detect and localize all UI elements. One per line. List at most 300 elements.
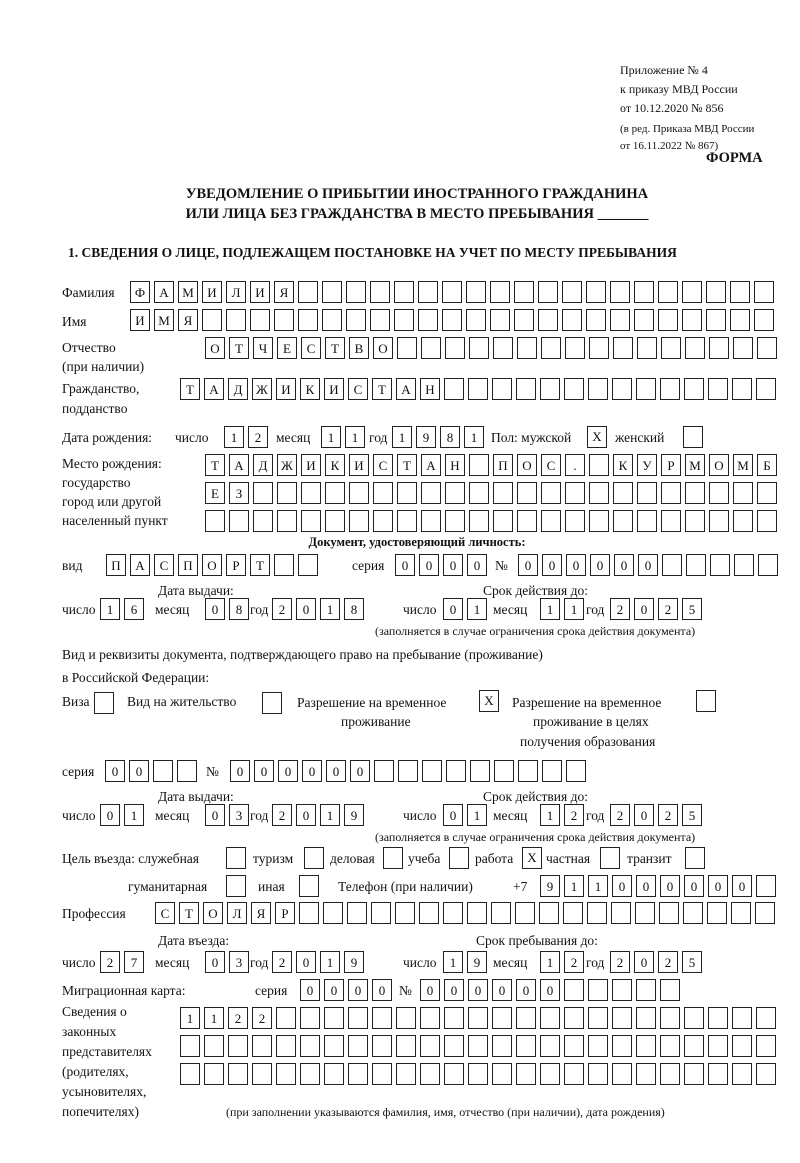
stay-valid-date-day-field[interactable] <box>443 804 487 826</box>
char-cell[interactable] <box>349 510 369 532</box>
char-cell[interactable] <box>494 760 514 782</box>
char-cell[interactable]: 0 <box>540 979 560 1001</box>
char-cell[interactable]: Л <box>227 902 247 924</box>
char-cell[interactable] <box>421 337 441 359</box>
valid-date-day-field[interactable] <box>443 598 487 620</box>
char-cell[interactable]: Ф <box>130 281 150 303</box>
char-cell[interactable]: А <box>204 378 224 400</box>
char-cell[interactable] <box>492 1035 512 1057</box>
char-cell[interactable]: 0 <box>205 804 225 826</box>
entry-date-day-field[interactable] <box>100 951 144 973</box>
char-cell[interactable]: 1 <box>540 951 560 973</box>
issue-date-year-field[interactable] <box>272 598 364 620</box>
char-cell[interactable]: 0 <box>205 951 225 973</box>
char-cell[interactable] <box>541 337 561 359</box>
char-cell[interactable] <box>444 1035 464 1057</box>
char-cell[interactable]: 0 <box>350 760 370 782</box>
char-cell[interactable]: И <box>301 454 321 476</box>
char-cell[interactable] <box>370 309 390 331</box>
char-cell[interactable]: 0 <box>542 554 562 576</box>
char-cell[interactable]: Т <box>397 454 417 476</box>
char-cell[interactable]: 0 <box>634 598 654 620</box>
char-cell[interactable]: 5 <box>682 951 702 973</box>
char-cell[interactable] <box>277 482 297 504</box>
char-cell[interactable]: 0 <box>129 760 149 782</box>
char-cell[interactable]: 9 <box>540 875 560 897</box>
char-cell[interactable]: 0 <box>443 554 463 576</box>
char-cell[interactable] <box>516 378 536 400</box>
char-cell[interactable]: О <box>205 337 225 359</box>
char-cell[interactable]: 2 <box>272 951 292 973</box>
char-cell[interactable]: 0 <box>395 554 415 576</box>
migration-series-field[interactable] <box>300 979 392 1001</box>
char-cell[interactable]: 0 <box>566 554 586 576</box>
char-cell[interactable] <box>348 1007 368 1029</box>
char-cell[interactable] <box>682 309 702 331</box>
char-cell[interactable] <box>153 760 173 782</box>
char-cell[interactable]: П <box>493 454 513 476</box>
char-cell[interactable]: 2 <box>658 598 678 620</box>
birth-day-field[interactable] <box>224 426 268 448</box>
stay-issue-date-year-field[interactable] <box>272 804 364 826</box>
char-cell[interactable] <box>396 1063 416 1085</box>
char-cell[interactable]: 0 <box>614 554 634 576</box>
char-cell[interactable] <box>540 1035 560 1057</box>
char-cell[interactable]: 0 <box>467 554 487 576</box>
char-cell[interactable] <box>566 760 586 782</box>
char-cell[interactable]: 1 <box>345 426 365 448</box>
char-cell[interactable]: С <box>541 454 561 476</box>
char-cell[interactable] <box>636 1063 656 1085</box>
char-cell[interactable]: В <box>349 337 369 359</box>
char-cell[interactable]: 0 <box>296 804 316 826</box>
char-cell[interactable] <box>490 281 510 303</box>
char-cell[interactable]: 1 <box>320 804 340 826</box>
char-cell[interactable]: Т <box>205 454 225 476</box>
char-cell[interactable] <box>274 309 294 331</box>
citizenship-field[interactable] <box>180 378 776 400</box>
char-cell[interactable] <box>662 554 682 576</box>
char-cell[interactable] <box>515 902 535 924</box>
char-cell[interactable]: 1 <box>321 426 341 448</box>
char-cell[interactable] <box>588 378 608 400</box>
char-cell[interactable]: Р <box>226 554 246 576</box>
char-cell[interactable] <box>588 979 608 1001</box>
char-cell[interactable] <box>564 1007 584 1029</box>
char-cell[interactable]: 1 <box>540 804 560 826</box>
char-cell[interactable]: 0 <box>732 875 752 897</box>
char-cell[interactable] <box>754 309 774 331</box>
char-cell[interactable] <box>682 281 702 303</box>
char-cell[interactable]: 0 <box>419 554 439 576</box>
char-cell[interactable] <box>755 902 775 924</box>
char-cell[interactable] <box>490 309 510 331</box>
char-cell[interactable]: Е <box>205 482 225 504</box>
char-cell[interactable]: Т <box>179 902 199 924</box>
doc-type-field[interactable] <box>106 554 318 576</box>
char-cell[interactable] <box>348 1035 368 1057</box>
char-cell[interactable] <box>301 510 321 532</box>
char-cell[interactable] <box>467 902 487 924</box>
char-cell[interactable]: М <box>154 309 174 331</box>
char-cell[interactable] <box>421 482 441 504</box>
char-cell[interactable] <box>446 760 466 782</box>
patronymic-field[interactable] <box>205 337 777 359</box>
char-cell[interactable] <box>564 1035 584 1057</box>
char-cell[interactable] <box>564 1063 584 1085</box>
profession-field[interactable] <box>155 902 775 924</box>
char-cell[interactable] <box>493 337 513 359</box>
char-cell[interactable]: 0 <box>443 804 463 826</box>
char-cell[interactable] <box>300 1035 320 1057</box>
char-cell[interactable] <box>371 902 391 924</box>
char-cell[interactable] <box>468 1035 488 1057</box>
char-cell[interactable] <box>228 1063 248 1085</box>
char-cell[interactable]: 2 <box>658 804 678 826</box>
char-cell[interactable] <box>324 1063 344 1085</box>
char-cell[interactable] <box>396 1007 416 1029</box>
char-cell[interactable]: Ч <box>253 337 273 359</box>
char-cell[interactable] <box>636 1035 656 1057</box>
char-cell[interactable] <box>540 378 560 400</box>
char-cell[interactable] <box>274 554 294 576</box>
representatives-field[interactable] <box>180 1035 776 1057</box>
char-cell[interactable] <box>346 281 366 303</box>
char-cell[interactable] <box>373 482 393 504</box>
char-cell[interactable]: К <box>325 454 345 476</box>
char-cell[interactable] <box>226 309 246 331</box>
char-cell[interactable] <box>540 1007 560 1029</box>
char-cell[interactable]: К <box>613 454 633 476</box>
char-cell[interactable] <box>733 510 753 532</box>
birth-place-field[interactable] <box>205 454 777 476</box>
char-cell[interactable] <box>346 309 366 331</box>
char-cell[interactable] <box>730 281 750 303</box>
char-cell[interactable]: О <box>517 454 537 476</box>
char-cell[interactable] <box>444 1063 464 1085</box>
purpose-humanitarian-checkbox[interactable] <box>226 875 246 897</box>
char-cell[interactable] <box>469 454 489 476</box>
char-cell[interactable] <box>204 1063 224 1085</box>
char-cell[interactable] <box>421 510 441 532</box>
char-cell[interactable]: 0 <box>684 875 704 897</box>
char-cell[interactable] <box>538 309 558 331</box>
char-cell[interactable] <box>757 337 777 359</box>
char-cell[interactable] <box>684 378 704 400</box>
char-cell[interactable] <box>420 1035 440 1057</box>
char-cell[interactable] <box>228 1035 248 1057</box>
char-cell[interactable] <box>514 281 534 303</box>
char-cell[interactable]: 0 <box>634 951 654 973</box>
char-cell[interactable] <box>276 1007 296 1029</box>
char-cell[interactable] <box>372 1035 392 1057</box>
char-cell[interactable] <box>276 1063 296 1085</box>
char-cell[interactable] <box>468 1063 488 1085</box>
char-cell[interactable]: 0 <box>324 979 344 1001</box>
char-cell[interactable] <box>756 1007 776 1029</box>
name-field[interactable] <box>130 309 774 331</box>
char-cell[interactable]: 2 <box>610 804 630 826</box>
char-cell[interactable] <box>634 281 654 303</box>
birth-year-field[interactable] <box>392 426 484 448</box>
char-cell[interactable]: И <box>349 454 369 476</box>
char-cell[interactable]: Я <box>251 902 271 924</box>
char-cell[interactable] <box>468 378 488 400</box>
char-cell[interactable] <box>276 1035 296 1057</box>
valid-date-year-field[interactable] <box>610 598 702 620</box>
char-cell[interactable] <box>324 1007 344 1029</box>
char-cell[interactable]: Ж <box>252 378 272 400</box>
char-cell[interactable] <box>564 378 584 400</box>
char-cell[interactable]: 0 <box>638 554 658 576</box>
char-cell[interactable] <box>542 760 562 782</box>
char-cell[interactable] <box>253 510 273 532</box>
char-cell[interactable] <box>325 510 345 532</box>
char-cell[interactable] <box>298 309 318 331</box>
char-cell[interactable]: 9 <box>344 951 364 973</box>
char-cell[interactable] <box>658 281 678 303</box>
char-cell[interactable]: А <box>396 378 416 400</box>
char-cell[interactable]: 1 <box>320 951 340 973</box>
char-cell[interactable] <box>396 1035 416 1057</box>
char-cell[interactable] <box>418 309 438 331</box>
char-cell[interactable]: О <box>373 337 393 359</box>
char-cell[interactable]: 0 <box>205 598 225 620</box>
char-cell[interactable]: 0 <box>634 804 654 826</box>
char-cell[interactable]: З <box>229 482 249 504</box>
char-cell[interactable] <box>517 482 537 504</box>
char-cell[interactable] <box>588 1063 608 1085</box>
issue-date-day-field[interactable] <box>100 598 144 620</box>
purpose-study-checkbox[interactable] <box>449 847 469 869</box>
char-cell[interactable] <box>444 378 464 400</box>
char-cell[interactable] <box>684 1035 704 1057</box>
char-cell[interactable] <box>589 510 609 532</box>
char-cell[interactable] <box>706 309 726 331</box>
char-cell[interactable] <box>756 1063 776 1085</box>
char-cell[interactable] <box>349 482 369 504</box>
char-cell[interactable] <box>637 337 657 359</box>
char-cell[interactable] <box>466 281 486 303</box>
char-cell[interactable] <box>586 281 606 303</box>
char-cell[interactable] <box>685 482 705 504</box>
char-cell[interactable]: 0 <box>348 979 368 1001</box>
char-cell[interactable] <box>708 1007 728 1029</box>
char-cell[interactable] <box>636 979 656 1001</box>
char-cell[interactable] <box>517 337 537 359</box>
stay-valid-date-year-field[interactable] <box>610 804 702 826</box>
char-cell[interactable] <box>588 1035 608 1057</box>
char-cell[interactable] <box>637 510 657 532</box>
char-cell[interactable] <box>229 510 249 532</box>
char-cell[interactable] <box>205 510 225 532</box>
char-cell[interactable] <box>732 1007 752 1029</box>
purpose-transit-checkbox[interactable] <box>685 847 705 869</box>
birth-place-field[interactable] <box>205 510 777 532</box>
char-cell[interactable]: 0 <box>444 979 464 1001</box>
char-cell[interactable] <box>298 554 318 576</box>
char-cell[interactable] <box>706 281 726 303</box>
char-cell[interactable] <box>636 378 656 400</box>
char-cell[interactable] <box>732 1035 752 1057</box>
purpose-service-checkbox[interactable] <box>226 847 246 869</box>
char-cell[interactable] <box>372 1063 392 1085</box>
char-cell[interactable] <box>492 1007 512 1029</box>
char-cell[interactable]: 1 <box>540 598 560 620</box>
char-cell[interactable]: 2 <box>564 951 584 973</box>
char-cell[interactable] <box>610 281 630 303</box>
char-cell[interactable] <box>754 281 774 303</box>
char-cell[interactable] <box>469 337 489 359</box>
char-cell[interactable]: М <box>178 281 198 303</box>
char-cell[interactable] <box>177 760 197 782</box>
char-cell[interactable] <box>734 554 754 576</box>
char-cell[interactable]: Р <box>661 454 681 476</box>
stay-until-date-day-field[interactable] <box>443 951 487 973</box>
char-cell[interactable] <box>733 337 753 359</box>
purpose-other-checkbox[interactable] <box>299 875 319 897</box>
char-cell[interactable] <box>322 309 342 331</box>
char-cell[interactable]: 0 <box>636 875 656 897</box>
char-cell[interactable] <box>756 1035 776 1057</box>
char-cell[interactable] <box>347 902 367 924</box>
char-cell[interactable] <box>202 309 222 331</box>
char-cell[interactable]: 2 <box>228 1007 248 1029</box>
char-cell[interactable]: 2 <box>610 951 630 973</box>
char-cell[interactable] <box>683 902 703 924</box>
char-cell[interactable]: 0 <box>660 875 680 897</box>
char-cell[interactable] <box>758 554 778 576</box>
char-cell[interactable]: 2 <box>658 951 678 973</box>
char-cell[interactable] <box>589 454 609 476</box>
char-cell[interactable] <box>731 902 751 924</box>
char-cell[interactable]: Р <box>275 902 295 924</box>
char-cell[interactable] <box>613 482 633 504</box>
char-cell[interactable] <box>397 482 417 504</box>
char-cell[interactable] <box>610 309 630 331</box>
char-cell[interactable] <box>445 510 465 532</box>
char-cell[interactable] <box>589 482 609 504</box>
char-cell[interactable]: Е <box>277 337 297 359</box>
char-cell[interactable] <box>660 1007 680 1029</box>
char-cell[interactable]: А <box>154 281 174 303</box>
char-cell[interactable] <box>708 1063 728 1085</box>
char-cell[interactable] <box>277 510 297 532</box>
char-cell[interactable]: И <box>202 281 222 303</box>
char-cell[interactable]: 9 <box>344 804 364 826</box>
char-cell[interactable]: П <box>106 554 126 576</box>
char-cell[interactable]: И <box>276 378 296 400</box>
purpose-business-checkbox[interactable] <box>383 847 403 869</box>
char-cell[interactable]: С <box>348 378 368 400</box>
char-cell[interactable] <box>661 482 681 504</box>
char-cell[interactable] <box>443 902 463 924</box>
char-cell[interactable] <box>541 482 561 504</box>
char-cell[interactable] <box>397 510 417 532</box>
char-cell[interactable] <box>419 902 439 924</box>
char-cell[interactable]: 0 <box>278 760 298 782</box>
char-cell[interactable]: 3 <box>229 804 249 826</box>
char-cell[interactable]: 1 <box>320 598 340 620</box>
birth-place-field[interactable] <box>205 482 777 504</box>
char-cell[interactable] <box>518 760 538 782</box>
char-cell[interactable] <box>468 1007 488 1029</box>
char-cell[interactable] <box>708 378 728 400</box>
char-cell[interactable]: К <box>300 378 320 400</box>
stay-valid-date-month-field[interactable] <box>540 804 584 826</box>
char-cell[interactable] <box>540 1063 560 1085</box>
char-cell[interactable]: 0 <box>443 598 463 620</box>
char-cell[interactable] <box>394 309 414 331</box>
char-cell[interactable]: 9 <box>416 426 436 448</box>
char-cell[interactable] <box>634 309 654 331</box>
char-cell[interactable] <box>541 510 561 532</box>
char-cell[interactable]: 1 <box>443 951 463 973</box>
char-cell[interactable]: А <box>130 554 150 576</box>
char-cell[interactable]: П <box>178 554 198 576</box>
char-cell[interactable]: 1 <box>224 426 244 448</box>
char-cell[interactable] <box>709 337 729 359</box>
char-cell[interactable] <box>637 482 657 504</box>
char-cell[interactable]: 0 <box>105 760 125 782</box>
char-cell[interactable]: 3 <box>229 951 249 973</box>
char-cell[interactable] <box>562 281 582 303</box>
char-cell[interactable] <box>565 482 585 504</box>
char-cell[interactable]: 1 <box>392 426 412 448</box>
char-cell[interactable] <box>660 378 680 400</box>
char-cell[interactable] <box>492 378 512 400</box>
char-cell[interactable] <box>538 281 558 303</box>
char-cell[interactable]: Я <box>274 281 294 303</box>
char-cell[interactable] <box>586 309 606 331</box>
char-cell[interactable]: 1 <box>467 804 487 826</box>
char-cell[interactable] <box>757 482 777 504</box>
char-cell[interactable] <box>661 510 681 532</box>
char-cell[interactable]: У <box>637 454 657 476</box>
char-cell[interactable] <box>565 337 585 359</box>
char-cell[interactable]: 0 <box>300 979 320 1001</box>
char-cell[interactable] <box>611 902 631 924</box>
char-cell[interactable] <box>589 337 609 359</box>
stay-issue-date-month-field[interactable] <box>205 804 249 826</box>
char-cell[interactable] <box>470 760 490 782</box>
char-cell[interactable] <box>636 1007 656 1029</box>
char-cell[interactable] <box>708 1035 728 1057</box>
char-cell[interactable]: 8 <box>229 598 249 620</box>
char-cell[interactable] <box>707 902 727 924</box>
purpose-work-checkbox[interactable]: X <box>522 847 542 869</box>
char-cell[interactable]: . <box>565 454 585 476</box>
char-cell[interactable] <box>612 979 632 1001</box>
char-cell[interactable]: 0 <box>516 979 536 1001</box>
stay-series-field[interactable] <box>105 760 197 782</box>
char-cell[interactable] <box>493 482 513 504</box>
char-cell[interactable] <box>516 1063 536 1085</box>
char-cell[interactable] <box>492 1063 512 1085</box>
char-cell[interactable]: И <box>130 309 150 331</box>
char-cell[interactable] <box>516 1007 536 1029</box>
char-cell[interactable] <box>252 1063 272 1085</box>
char-cell[interactable]: Т <box>250 554 270 576</box>
char-cell[interactable] <box>756 378 776 400</box>
char-cell[interactable] <box>658 309 678 331</box>
char-cell[interactable]: Н <box>420 378 440 400</box>
visa-checkbox[interactable] <box>94 692 114 714</box>
char-cell[interactable] <box>539 902 559 924</box>
char-cell[interactable]: 2 <box>564 804 584 826</box>
char-cell[interactable]: Л <box>226 281 246 303</box>
char-cell[interactable] <box>732 378 752 400</box>
